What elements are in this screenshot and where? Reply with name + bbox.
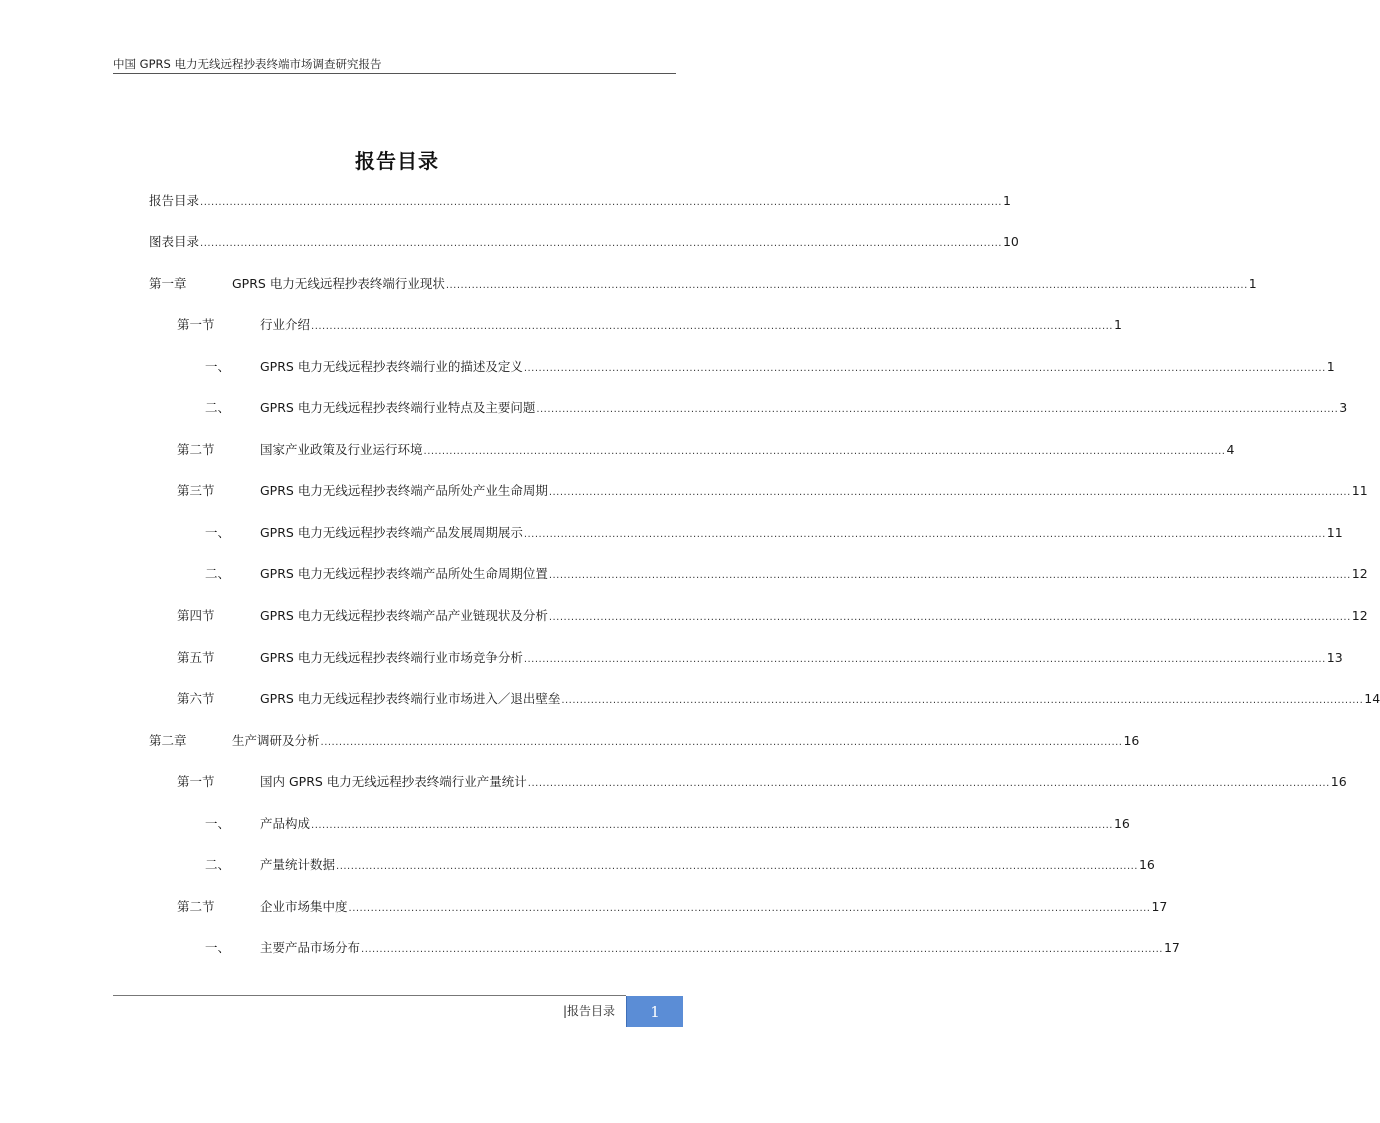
toc-entry-title: GPRS 电力无线远程抄表终端行业市场竞争分析 [260, 650, 523, 665]
toc-entry-page: 11 [1351, 483, 1368, 498]
toc-entry-subsection[interactable] [0, 814, 1130, 834]
toc-entry-title: GPRS 电力无线远程抄表终端行业市场进入／退出壁垒 [260, 691, 561, 706]
toc-leader-dots: .......................................................................................................................................................................................................................... [423, 446, 1226, 457]
toc-entry-number: 第一节 [177, 317, 215, 332]
toc-entry-subsection[interactable] [0, 357, 1335, 377]
toc-entry-page: 4 [1226, 442, 1235, 457]
toc-entry-subsection[interactable] [0, 938, 1180, 958]
toc-leader-dots: .......................................................................................................................................................................................................................... [548, 612, 1351, 623]
toc-entry-page: 17 [1151, 899, 1168, 914]
running-header-title: 中国 GPRS 电力无线远程抄表终端市场调查研究报告 [113, 57, 382, 71]
toc-entry-title: GPRS 电力无线远程抄表终端产品发展周期展示 [260, 525, 523, 540]
toc-entry-section[interactable] [0, 689, 1380, 709]
toc-leader-dots: .......................................................................................................................................................................................................................... [200, 197, 1002, 208]
toc-entry-page: 14 [1364, 691, 1380, 706]
toc-entry-number: 一、 [205, 816, 231, 831]
toc-leader-dots: .......................................................................................................................................................................................................................... [348, 903, 1151, 914]
toc-entry-page: 13 [1326, 650, 1343, 665]
toc-leader-dots: .......................................................................................................................................................................................................................... [311, 321, 1113, 332]
toc-entry-number: 第二节 [177, 899, 215, 914]
toc-entry-section[interactable] [0, 897, 1168, 917]
toc-entry-page: 12 [1351, 566, 1368, 581]
toc-entry-page: 1 [1002, 193, 1011, 208]
toc-leader-dots: .......................................................................................................................................................................................................................... [548, 487, 1351, 498]
toc-entry-chapter[interactable] [0, 731, 1140, 751]
toc-entry-page: 10 [1002, 234, 1019, 249]
toc-entry-title: 行业介绍 [260, 317, 311, 332]
toc-entry[interactable] [0, 191, 1011, 211]
toc-leader-dots: .......................................................................................................................................................................................................................... [527, 778, 1330, 789]
toc-entry-page: 12 [1351, 608, 1368, 623]
toc-entry[interactable] [0, 232, 1019, 252]
page-number: 1 [650, 1002, 660, 1021]
toc-entry-page: 3 [1339, 400, 1348, 415]
toc-entry-page: 16 [1113, 816, 1130, 831]
toc-entry-number: 二、 [205, 400, 231, 415]
toc-leader-dots: .......................................................................................................................................................................................................................... [200, 238, 1002, 249]
toc-entry-title: 图表目录 [149, 234, 200, 249]
toc-entry-number: 二、 [205, 857, 231, 872]
toc-entry-number: 第二节 [177, 442, 215, 457]
toc-entry-page: 1 [1326, 359, 1335, 374]
toc-entry-page: 1 [1113, 317, 1122, 332]
toc-entry-number: 第三节 [177, 483, 215, 498]
toc-entry-subsection[interactable] [0, 523, 1343, 543]
toc-entry-section[interactable] [0, 772, 1347, 792]
toc-entry-page: 16 [1138, 857, 1155, 872]
toc-entry-chapter[interactable] [0, 274, 1257, 294]
toc-entry-title: 生产调研及分析 [232, 733, 320, 748]
toc-entry-page: 16 [1123, 733, 1140, 748]
running-header [113, 55, 676, 74]
toc-leader-dots: .......................................................................................................................................................................................................................... [311, 820, 1113, 831]
toc-leader-dots: .......................................................................................................................................................................................................................... [548, 570, 1351, 581]
toc-entry-number: 第一节 [177, 774, 215, 789]
toc-entry-page: 1 [1248, 276, 1257, 291]
toc-entry-title: 国家产业政策及行业运行环境 [260, 442, 423, 457]
toc-leader-dots: .......................................................................................................................................................................................................................... [336, 861, 1138, 872]
toc-entry-section[interactable] [0, 440, 1235, 460]
toc-entry-section[interactable] [0, 315, 1122, 335]
toc-entry-title: 企业市场集中度 [260, 899, 348, 914]
toc-entry-number: 一、 [205, 359, 231, 374]
toc-entry-title: 产品构成 [260, 816, 311, 831]
footer-section-label: |报告目录 [563, 1004, 616, 1018]
toc-leader-dots: .......................................................................................................................................................................................................................... [561, 695, 1364, 706]
toc-entry-number: 第六节 [177, 691, 215, 706]
toc-entry-title: 产量统计数据 [260, 857, 336, 872]
toc-entry-section[interactable] [0, 481, 1368, 501]
toc-entry-number: 第五节 [177, 650, 215, 665]
toc-leader-dots: .......................................................................................................................................................................................................................... [523, 529, 1326, 540]
toc-leader-dots: .......................................................................................................................................................................................................................... [445, 280, 1248, 291]
toc-entry-number: 第二章 [149, 733, 187, 748]
toc-leader-dots: .......................................................................................................................................................................................................................... [361, 944, 1163, 955]
toc-entry-section[interactable] [0, 648, 1343, 668]
toc-entry-number: 第四节 [177, 608, 215, 623]
toc-entry-page: 11 [1326, 525, 1343, 540]
page-number-box [626, 996, 683, 1027]
toc-entry-page: 17 [1163, 940, 1180, 955]
toc-entry-number: 一、 [205, 525, 231, 540]
toc-entry-title: 报告目录 [149, 193, 200, 208]
toc-entry-subsection[interactable] [0, 398, 1348, 418]
toc-entry-title: GPRS 电力无线远程抄表终端行业现状 [232, 276, 445, 291]
page-title: 报告目录 [355, 149, 439, 173]
toc-entry-subsection[interactable] [0, 855, 1155, 875]
toc-leader-dots: .......................................................................................................................................................................................................................... [523, 654, 1326, 665]
toc-entry-title: 国内 GPRS 电力无线远程抄表终端行业产量统计 [260, 774, 527, 789]
toc-entry-title: GPRS 电力无线远程抄表终端产品所处产业生命周期 [260, 483, 548, 498]
toc-leader-dots: .......................................................................................................................................................................................................................... [536, 404, 1339, 415]
toc-entry-title: 主要产品市场分布 [260, 940, 361, 955]
toc-entry-title: GPRS 电力无线远程抄表终端产品所处生命周期位置 [260, 566, 548, 581]
toc-entry-title: GPRS 电力无线远程抄表终端行业的描述及定义 [260, 359, 523, 374]
toc-entry-title: GPRS 电力无线远程抄表终端产品产业链现状及分析 [260, 608, 548, 623]
toc-leader-dots: .......................................................................................................................................................................................................................... [523, 363, 1326, 374]
footer-divider [113, 995, 626, 996]
toc-leader-dots: .......................................................................................................................................................................................................................... [320, 737, 1123, 748]
toc-entry-number: 一、 [205, 940, 231, 955]
toc-entry-number: 第一章 [149, 276, 187, 291]
toc-entry-section[interactable] [0, 606, 1368, 626]
toc-entry-page: 16 [1330, 774, 1347, 789]
toc-entry-title: GPRS 电力无线远程抄表终端行业特点及主要问题 [260, 400, 536, 415]
toc-entry-subsection[interactable] [0, 564, 1368, 584]
toc-entry-number: 二、 [205, 566, 231, 581]
